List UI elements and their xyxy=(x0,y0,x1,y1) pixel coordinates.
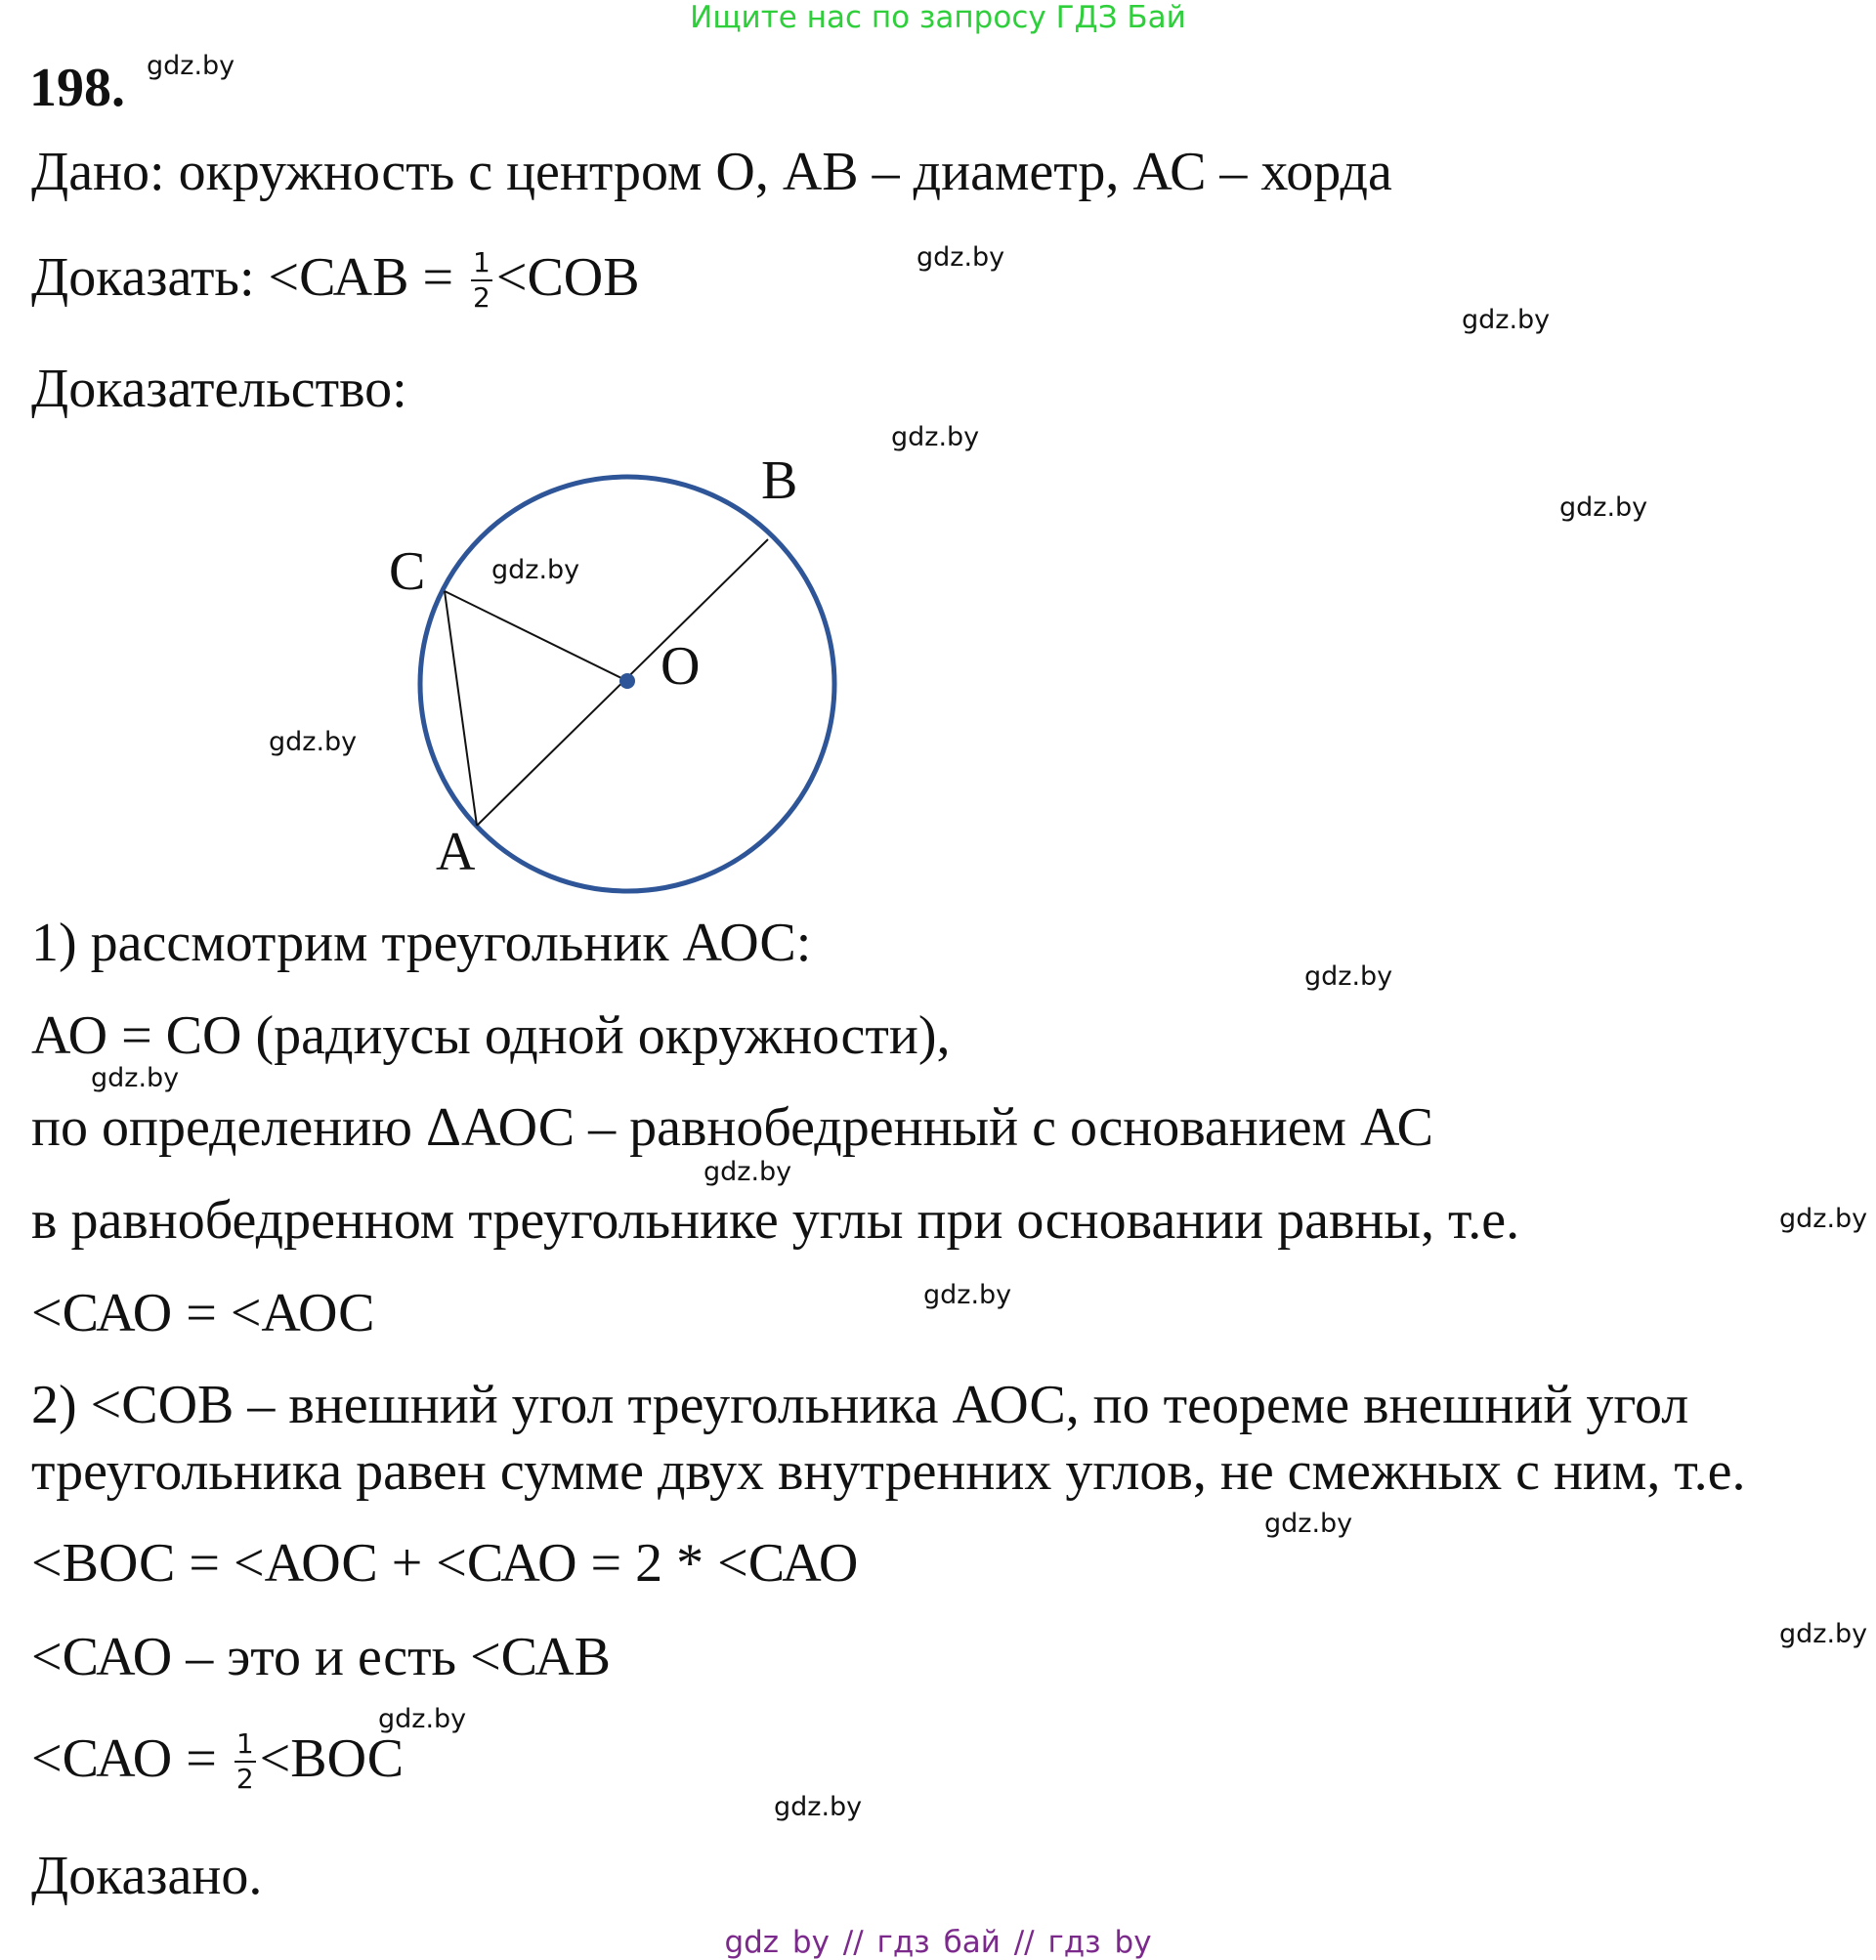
problem-number: 198. xyxy=(29,58,125,118)
label-a: A xyxy=(436,822,476,882)
radius-oc xyxy=(445,591,627,681)
step-4: в равнобедренном треугольнике углы при основании равны, т.е. xyxy=(31,1190,1520,1251)
given-text: Дано: окружность с центром О, АВ – диаметр, АС – хорда xyxy=(31,142,1392,202)
watermark: gdz.by xyxy=(704,1157,792,1187)
prove-prefix: Доказать: <САВ = xyxy=(31,247,468,308)
step-conclusion: Доказано. xyxy=(31,1846,263,1906)
fraction-numerator: 1 xyxy=(471,249,492,281)
watermark: gdz.by xyxy=(891,422,980,452)
watermark: gdz.by xyxy=(1304,961,1393,992)
step-9: <САО – это и есть <САВ xyxy=(31,1627,612,1687)
watermark: gdz.by xyxy=(91,1063,180,1093)
prove-suffix: <СОВ xyxy=(495,247,640,308)
step-10 xyxy=(31,1729,404,1795)
fraction-half xyxy=(234,1727,256,1796)
watermark: gdz.by xyxy=(1264,1509,1353,1539)
fraction-numerator: 1 xyxy=(234,1730,256,1763)
step-7: треугольника равен сумме двух внутренних углов, не смежных с ним, т.е. xyxy=(31,1441,1746,1502)
watermark: gdz.by xyxy=(269,727,358,757)
fraction-denominator: 2 xyxy=(235,1763,254,1796)
center-point-o xyxy=(619,673,635,689)
step-2: АО = СО (радиусы одной окружности), xyxy=(31,1005,951,1066)
watermark: gdz.by xyxy=(1559,492,1648,523)
label-b: B xyxy=(761,450,798,511)
watermark: gdz.by xyxy=(1779,1619,1868,1649)
watermark: gdz.by xyxy=(378,1704,467,1734)
fraction-denominator: 2 xyxy=(473,281,490,315)
label-o: O xyxy=(661,636,701,697)
step-3: по определению ΔАОС – равнобедренный с основанием АС xyxy=(31,1097,1433,1158)
watermark: gdz.by xyxy=(1462,305,1551,335)
footer-links[interactable]: gdz by // гдз бай // гдз by xyxy=(724,1925,1152,1960)
step-10-suffix: <ВОС xyxy=(259,1728,405,1789)
step-5: <САО = <АОС xyxy=(31,1283,375,1343)
step-8: <ВОС = <АОС + <САО = 2 * <САО xyxy=(31,1533,859,1594)
watermark: gdz.by xyxy=(923,1280,1012,1310)
top-banner[interactable]: Ищите нас по запросу ГДЗ Бай xyxy=(690,0,1186,35)
step-6: 2) <СОВ – внешний угол треугольника АОС, по теореме внешний угол xyxy=(31,1375,1689,1435)
label-c: C xyxy=(389,541,426,602)
watermark: gdz.by xyxy=(1779,1204,1868,1234)
step-10-prefix: <САО = xyxy=(31,1728,231,1789)
watermark: gdz.by xyxy=(774,1792,863,1822)
watermark: gdz.by xyxy=(147,51,235,81)
watermark: gdz.by xyxy=(917,242,1005,273)
proof-heading: Доказательство: xyxy=(31,359,407,419)
step-1: 1) рассмотрим треугольник АОС: xyxy=(31,913,812,973)
watermark: gdz.by xyxy=(491,555,580,585)
